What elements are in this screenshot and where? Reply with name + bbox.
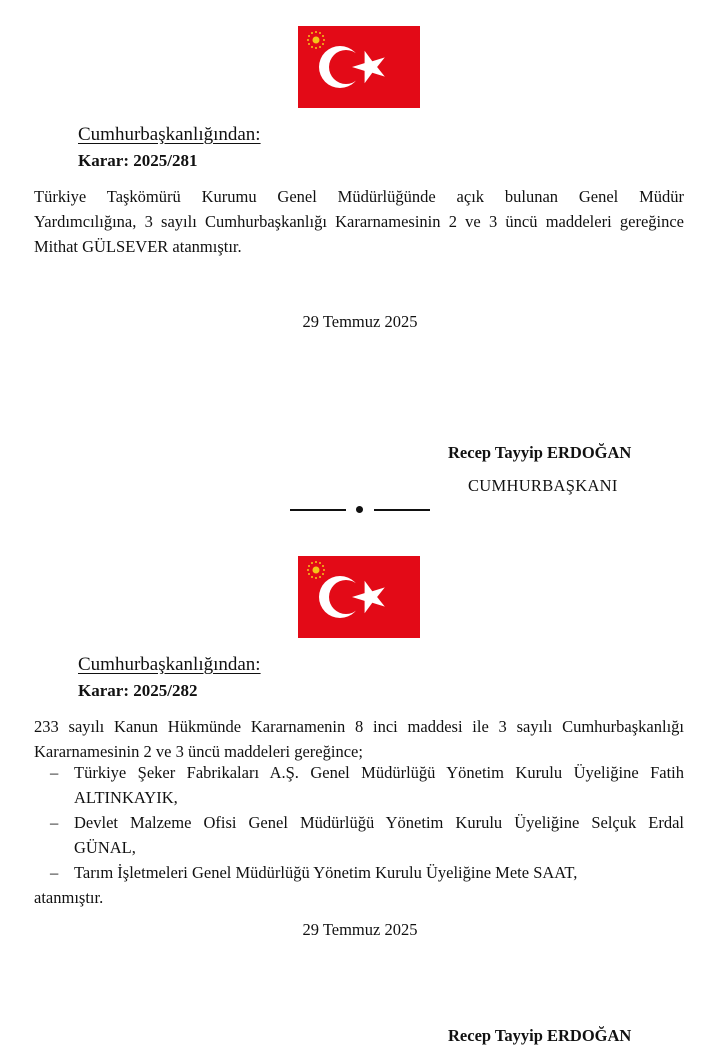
- turkish-flag-emblem: [298, 26, 420, 108]
- separator-dot: [356, 506, 363, 513]
- decision-2-intro-line: 233 sayılı Kanun Hükmünde Kararnamenin 8 inci maddesi ile 3 sayılı Cumhurbaşkanlığı: [34, 717, 684, 736]
- decision-1-line: Türkiye Taşkömürü Kurumu Genel Müdürlüğünde açık bulunan Genel Müdür: [34, 187, 684, 206]
- list-dash: –: [50, 863, 59, 882]
- decision-1-signer: Recep Tayyip ERDOĞAN: [448, 443, 632, 462]
- list-dash: –: [50, 813, 59, 832]
- list-item-line: GÜNAL,: [74, 838, 136, 857]
- list-item: [34, 760, 684, 810]
- list-item-line: Devlet Malzeme Ofisi Genel Müdürlüğü Yönetim Kurulu Üyeliğine Selçuk Erdal: [74, 813, 684, 832]
- decision-2-number: Karar: 2025/282: [78, 681, 198, 700]
- decision-1-signer-title: CUMHURBAŞKANI: [468, 476, 618, 495]
- decision-1-date: 29 Temmuz 2025: [302, 312, 418, 331]
- decision-1-line: Mithat GÜLSEVER atanmıştır.: [34, 237, 242, 256]
- decision-2-intro-line: Kararnamesinin 2 ve 3 üncü maddeleri gereğince;: [34, 742, 363, 761]
- decision-1-body: [34, 184, 684, 259]
- appointment-list: [34, 760, 684, 910]
- decision-2-intro: [34, 714, 684, 764]
- section-separator: [290, 501, 430, 517]
- list-item: [34, 860, 684, 885]
- list-item-line: Tarım İşletmeleri Genel Müdürlüğü Yönetim Kurulu Üyeliğine Mete SAAT,: [74, 863, 578, 882]
- separator-line: [290, 509, 346, 511]
- list-item-line: Türkiye Şeker Fabrikaları A.Ş. Genel Müdürlüğü Yönetim Kurulu Üyeliğine Fatih: [74, 763, 684, 782]
- separator-line: [374, 509, 430, 511]
- list-dash: –: [50, 763, 59, 782]
- closing-text: atanmıştır.: [34, 888, 104, 907]
- decision-1-line: Yardımcılığına, 3 sayılı Cumhurbaşkanlığı Kararnamesinin 2 ve 3 üncü maddeleri gereğince: [34, 212, 684, 231]
- list-item: [34, 810, 684, 860]
- decision-1-number: Karar: 2025/281: [78, 151, 198, 170]
- list-item-line: ALTINKAYIK,: [74, 788, 178, 807]
- decision-2-signer: Recep Tayyip ERDOĞAN: [448, 1026, 632, 1045]
- decision-1-heading: Cumhurbaşkanlığından:: [78, 124, 261, 145]
- turkish-flag-emblem: [298, 556, 420, 638]
- decision-2-heading: Cumhurbaşkanlığından:: [78, 654, 261, 675]
- decision-2-date: 29 Temmuz 2025: [302, 920, 418, 939]
